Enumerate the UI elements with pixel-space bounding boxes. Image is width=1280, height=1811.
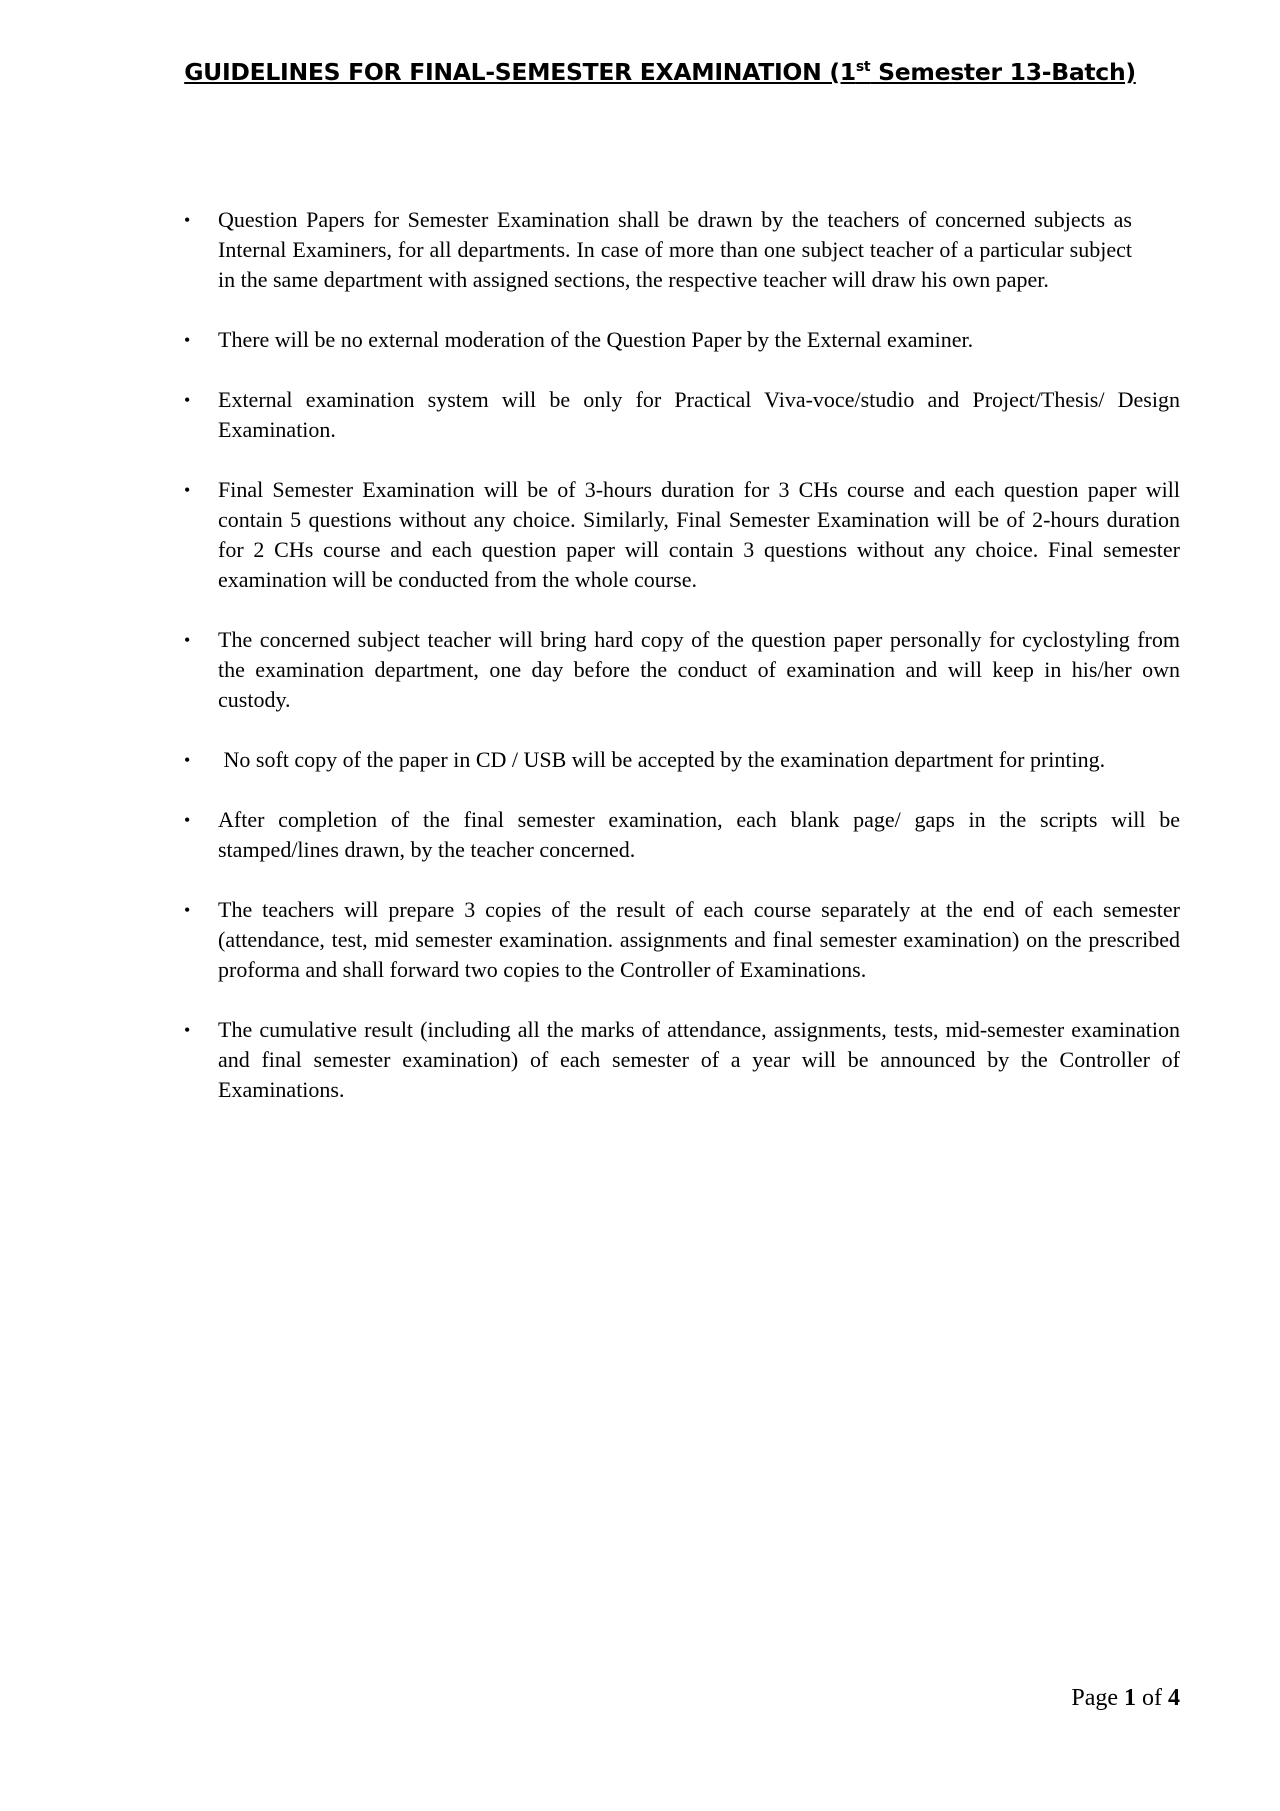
guidelines-list: [184, 205, 1180, 1135]
guideline-item: [184, 805, 1180, 865]
guideline-item: [184, 625, 1180, 715]
bullet-icon: •: [184, 900, 191, 920]
bullet-icon: •: [184, 810, 191, 830]
guideline-item: [184, 895, 1180, 985]
guideline-item: [184, 475, 1180, 595]
guideline-item: [184, 205, 1132, 295]
bullet-icon: •: [184, 750, 191, 770]
of-label: of: [1142, 1685, 1162, 1711]
guideline-text: The cumulative result (including all the marks of attendance, assignments, tests, mid-semester examination and final semester examination) of each semester of a year will be announced by the Controller of Examinations.: [218, 1017, 1180, 1102]
bullet-icon: •: [184, 330, 191, 350]
guideline-text: The concerned subject teacher will bring hard copy of the question paper personally for cyclostyling from the examination department, one day before the conduct of examination and will keep in his/her own custody.: [218, 627, 1180, 712]
bullet-icon: •: [184, 630, 191, 650]
bullet-icon: •: [184, 210, 191, 230]
guideline-item: [184, 325, 1180, 355]
guideline-item: [184, 1015, 1180, 1105]
total-pages: 4: [1168, 1685, 1180, 1711]
title-text-end: Semester 13-Batch): [870, 58, 1136, 86]
guideline-item: [184, 385, 1180, 445]
title-superscript: st: [855, 59, 871, 76]
guideline-text: After completion of the final semester examination, each blank page/ gaps in the scripts will be stamped/lines drawn, by the teacher concerned.: [218, 807, 1180, 862]
guideline-text: Question Papers for Semester Examination shall be drawn by the teachers of concerned subjects as Internal Examiners, for all departments. In case of more than one subject teacher of a particular subject in the same department with assigned sections, the respective teacher will draw his own paper.: [218, 207, 1132, 292]
guideline-text: No soft copy of the paper in CD / USB will be accepted by the examination department for printing.: [218, 747, 1106, 772]
bullet-icon: •: [184, 390, 191, 410]
guideline-item: [184, 745, 1180, 775]
bullet-icon: •: [184, 1020, 191, 1040]
bullet-icon: •: [184, 480, 191, 500]
page-number: [1071, 1685, 1180, 1712]
guideline-text: External examination system will be only for Practical Viva-voce/studio and Project/Thesis/ Design Examination.: [218, 387, 1180, 442]
guideline-text: Final Semester Examination will be of 3-hours duration for 3 CHs course and each question paper will contain 5 questions without any choice. Similarly, Final Semester Examination will be of 2-hours duration for 2 CHs course and each question paper will contain 3 questions without any choice. Final semester examination will be conducted from the whole course.: [218, 477, 1180, 592]
guideline-text: The teachers will prepare 3 copies of the result of each course separately at the end of each semester (attendance, test, mid semester examination. assignments and final semester examination) on the prescribed proforma and shall forward two copies to the Controller of Examinations.: [218, 897, 1180, 982]
title-text: GUIDELINES FOR FINAL-SEMESTER EXAMINATION (1: [184, 58, 856, 86]
guideline-text: There will be no external moderation of the Question Paper by the External examiner.: [218, 327, 974, 352]
document-title: [170, 56, 1150, 88]
current-page: 1: [1124, 1685, 1136, 1711]
page-label: Page: [1071, 1685, 1118, 1711]
